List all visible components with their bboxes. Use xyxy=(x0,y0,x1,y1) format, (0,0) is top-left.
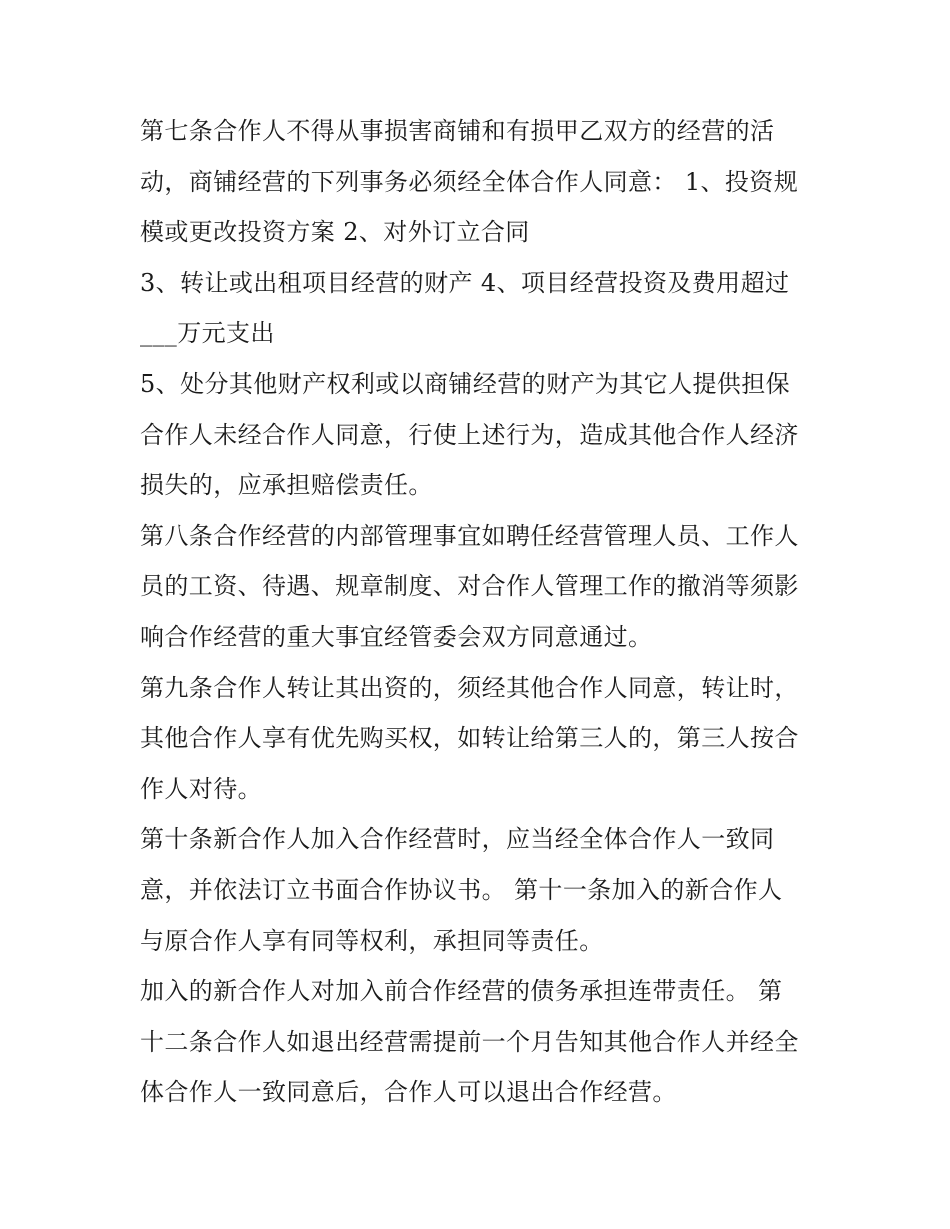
text-line: 其他合作人享有优先购买权，如转让给第三人的，第三人按合 xyxy=(140,724,799,753)
text-line: 十二条合作人如退出经营需提前一个月告知其他合作人并经全 xyxy=(140,1027,799,1056)
text-line: 与原合作人享有同等权利，承担同等责任。 xyxy=(140,926,604,955)
text-line: 动，商铺经营的下列事务必须经全体合作人同意： 1、投资规 xyxy=(140,167,799,196)
text-line: ___万元支出 xyxy=(140,319,275,348)
text-line: 第七条合作人不得从事损害商铺和有损甲乙双方的经营的活 xyxy=(140,117,775,145)
text-line: 员的工资、待遇、规章制度、对合作人管理工作的撤消等须影 xyxy=(140,572,799,601)
text-line: 体合作人一致同意后，合作人可以退出合作经营。 xyxy=(140,1078,677,1107)
text-line: 作人对待。 xyxy=(140,774,262,803)
text-line: 合作人未经合作人同意，行使上述行为，造成其他合作人经济 xyxy=(140,420,799,449)
text-line: 响合作经营的重大事宜经管委会双方同意通过。 xyxy=(140,622,653,651)
text-line: 加入的新合作人对加入前合作经营的债务承担连带责任。 第 xyxy=(140,977,783,1006)
text-line: 第十条新合作人加入合作经营时，应当经全体合作人一致同 xyxy=(140,825,775,854)
text-line: 意，并依法订立书面合作协议书。 第十一条加入的新合作人 xyxy=(140,875,783,904)
text-line: 第八条合作经营的内部管理事宜如聘任经营管理人员、工作人 xyxy=(140,521,799,550)
text-line: 第九条合作人转让其出资的，须经其他合作人同意，转让时， xyxy=(140,673,799,702)
text-line: 模或更改投资方案 2、对外订立合同 xyxy=(140,218,530,247)
text-line: 损失的，应承担赔偿责任。 xyxy=(140,471,433,500)
text-line: 5、处分其他财产权利或以商铺经营的财产为其它人提供担保 xyxy=(140,369,791,398)
document-body xyxy=(140,106,820,1118)
text-line: 3、转让或出租项目经营的财产 4、项目经营投资及费用超过 xyxy=(140,268,790,297)
